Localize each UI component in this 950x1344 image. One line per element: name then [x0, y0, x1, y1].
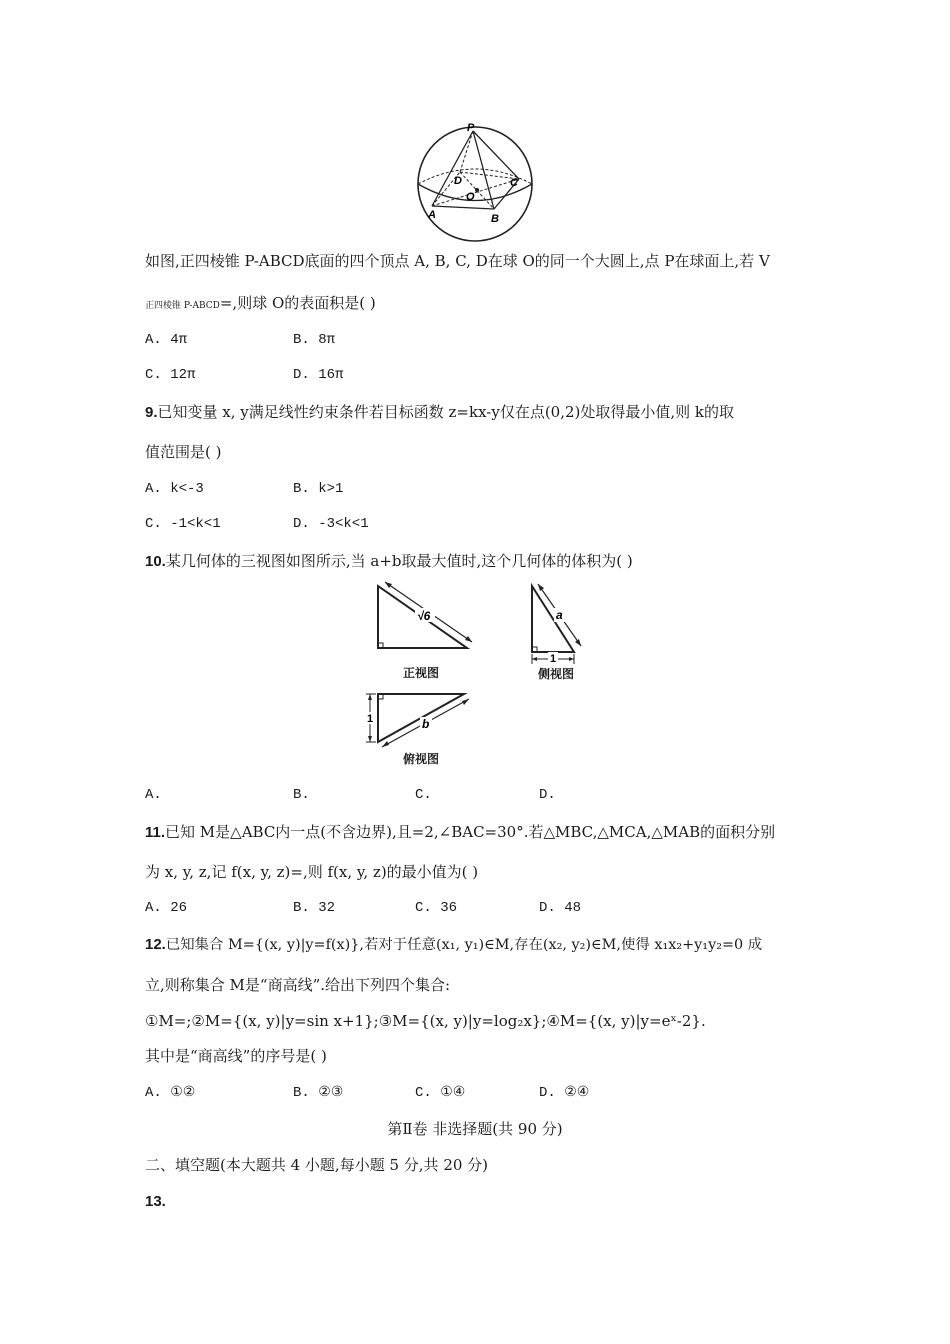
front-view-figure	[370, 580, 480, 652]
q12-line4: 其中是“商高线”的序号是( )	[145, 1047, 327, 1065]
q8-option-b: B. 8π	[293, 332, 336, 348]
q11-option-a: A. 26	[145, 900, 188, 916]
q11-line2: 为 x, y, z,记 f(x, y, z)=,则 f(x, y, z)的最小值为( )	[145, 863, 479, 881]
q8-line2	[145, 293, 376, 316]
top-view-caption: 俯视图	[402, 752, 439, 766]
q9-text: 已知变量 x, y满足线性约束条件若目标函数 z=kx-y仅在点(0,2)处取得最小值,则 k的取	[157, 403, 735, 421]
section2-title: 二、填空题(本大题共 4 小题,每小题 5 分,共 20 分)	[145, 1156, 489, 1174]
side-a-label: a	[556, 608, 563, 622]
q12-option-c: C. ①④	[415, 1085, 466, 1101]
sphere-pyramid-figure	[410, 120, 545, 245]
q11-option-d: D. 48	[539, 900, 582, 916]
q9-number: 9.	[145, 404, 158, 421]
label-d: D	[454, 175, 462, 187]
q13-number: 13.	[145, 1193, 166, 1210]
q9-option-c: C. -1<k<1	[145, 516, 221, 532]
q9-option-d: D. -3<k<1	[293, 516, 369, 532]
q9-option-a: A. k<-3	[145, 481, 204, 497]
q12-option-b: B. ②③	[293, 1085, 344, 1101]
q12-option-a: A. ①②	[145, 1085, 196, 1101]
q10-line	[145, 551, 633, 572]
q12-option-d: D. ②④	[539, 1085, 590, 1101]
side-view-figure	[526, 582, 586, 666]
q10-option-d: D.	[539, 787, 556, 803]
q12-text: 已知集合 M={(x, y)|y=f(x)},若对于任意(x₁, y₁)∈M,存在(x₂, y₂)∈M,使得 x₁x₂+y₁y₂=0 成	[165, 937, 763, 953]
top-one-label: 1	[367, 713, 374, 725]
q12-line3: ①M=;②M={(x, y)|y=sin x+1};③M={(x, y)|y=log₂x};④M={(x, y)|y=eˣ-2}.	[145, 1012, 706, 1030]
label-a: A	[428, 209, 436, 221]
q11-text: 已知 M是△ABC内一点(不含边界),且=2,∠BAC=30°.若△MBC,△MCA,△MAB的面积分别	[165, 823, 776, 841]
label-p: P	[467, 122, 475, 134]
q8-option-a: A. 4π	[145, 332, 188, 348]
side-one-label: 1	[550, 653, 557, 665]
q8-option-d: D. 16π	[293, 367, 344, 383]
q9-line2: 值范围是( )	[145, 443, 222, 461]
q10-option-b: B.	[293, 787, 310, 803]
top-view-figure	[360, 690, 475, 748]
q12-number: 12.	[145, 936, 166, 953]
label-b: B	[491, 213, 499, 225]
q10-text: 某几何体的三视图如图所示,当 a+b取最大值时,这个几何体的体积为( )	[165, 552, 633, 570]
q11-option-c: C. 36	[415, 900, 458, 916]
label-c: C	[510, 177, 518, 189]
q10-option-a: A.	[145, 787, 162, 803]
front-sqrt6-label: √6	[417, 609, 431, 623]
q9-line1	[145, 402, 734, 423]
q12-line1	[145, 935, 762, 955]
q10-option-c: C.	[415, 787, 432, 803]
q11-option-b: B. 32	[293, 900, 336, 916]
q8-line2-text: =,则球 O的表面积是( )	[219, 294, 376, 312]
q8-volume-subscript: 正四棱锥 P-ABCD	[145, 301, 220, 311]
top-b-label: b	[422, 717, 430, 731]
q10-number: 10.	[145, 553, 166, 570]
q12-line2: 立,则称集合 M是“商高线”.给出下列四个集合:	[145, 976, 451, 994]
q8-option-c: C. 12π	[145, 367, 196, 383]
q8-line1: 如图,正四棱锥 P-ABCD底面的四个顶点 A, B, C, D在球 O的同一个大圆上,点 P在球面上,若 V	[145, 252, 770, 270]
q9-option-b: B. k>1	[293, 481, 344, 497]
q11-line1	[145, 822, 775, 843]
front-view-caption: 正视图	[402, 666, 439, 680]
q11-number: 11.	[145, 824, 166, 841]
label-o: O	[466, 191, 475, 203]
part2-title: 第Ⅱ卷 非选择题(共 90 分)	[387, 1120, 563, 1138]
side-view-caption: 侧视图	[537, 667, 574, 681]
